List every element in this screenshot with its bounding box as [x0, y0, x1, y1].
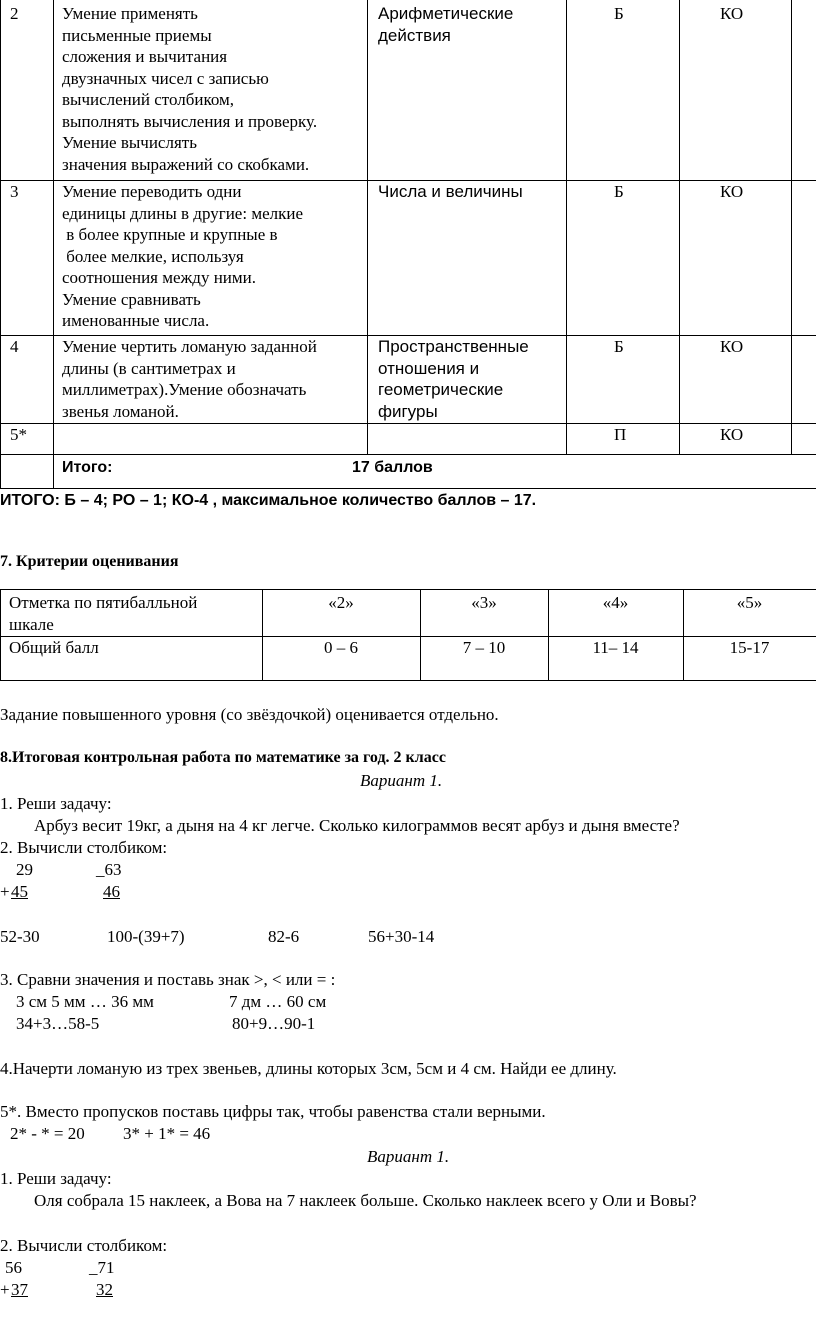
v1-task5-eq2: 3* + 1* = 46 — [123, 1124, 211, 1143]
v1-col-a-top: 29 — [16, 860, 33, 879]
row-4-number: 4 — [10, 337, 19, 356]
score-4: 11– 14 — [592, 638, 639, 657]
skill-line: Умение применять — [62, 4, 198, 23]
v1-col-a-bottom: 45 — [11, 882, 28, 901]
row-3-level: Б — [614, 182, 624, 201]
skill-line: Умение сравнивать — [62, 289, 201, 309]
v2-col-b-bottom: 32 — [96, 1280, 113, 1299]
v2-col-a-sign: + — [0, 1280, 10, 1299]
row-2-skill — [62, 3, 317, 175]
criteria-header-label — [9, 592, 197, 635]
section-line: Пространственные — [378, 337, 529, 356]
row-3-skill — [62, 181, 303, 332]
exam-heading: 8.Итоговая контрольная работа по математике за год. 2 класс — [0, 749, 446, 766]
row-2-number: 2 — [10, 4, 19, 23]
v2-col-a-top: 56 — [5, 1258, 22, 1277]
row-3-form: КО — [720, 182, 744, 201]
grade-3: «3» — [471, 593, 497, 612]
total-label: Итого: — [62, 459, 113, 476]
skill-line: звенья ломаной. — [62, 401, 179, 421]
v1-task5-eq1: 2* - * = 20 — [10, 1124, 85, 1143]
v1-col-b-bottom: 46 — [103, 882, 120, 901]
section-line: геометрические — [378, 380, 504, 399]
v1-task2-title: 2. Вычисли столбиком: — [0, 838, 168, 857]
v1-task5-title: 5*. Вместо пропусков поставь цифры так, чтобы равенства стали верными. — [0, 1102, 546, 1121]
v2-col-a-bottom: 37 — [11, 1280, 28, 1299]
grade-2: «2» — [328, 593, 354, 612]
score-label: Общий балл — [9, 638, 99, 657]
skill-line: сложения и вычитания — [62, 47, 228, 66]
row-4-section — [378, 336, 529, 422]
grade-5: «5» — [736, 593, 763, 612]
skill-line: длины (в сантиметрах и — [62, 358, 236, 378]
row-5-form: КО — [720, 425, 744, 444]
v1-task4: 4.Начерти ломаную из трех звеньев, длины которых 3см, 5см и 4 см. Найди ее длину. — [0, 1059, 617, 1078]
summary-line: ИТОГО: Б – 4; РО – 1; КО-4 , максимальное количество баллов – 17. — [0, 492, 537, 509]
score-5: 15-17 — [729, 638, 770, 657]
skill-line: более мелкие, используя — [62, 246, 244, 266]
criteria-label-line: шкале — [9, 614, 54, 634]
row-5-level: П — [614, 425, 627, 444]
row-4-level: Б — [614, 337, 624, 356]
row-4-skill — [62, 336, 317, 422]
row-5-number: 5* — [10, 425, 27, 444]
skill-line: двузначных чисел с записью — [62, 68, 269, 88]
v2-task1-title: 1. Реши задачу: — [0, 1169, 112, 1188]
skill-line: соотношения между ними. — [62, 268, 256, 287]
grade-4: «4» — [602, 593, 629, 612]
criteria-heading: 7. Критерии оценивания — [0, 553, 179, 570]
row-2-section — [378, 3, 513, 46]
score-3: 7 – 10 — [462, 638, 506, 657]
section-line: отношения и — [378, 358, 480, 378]
note-line: Задание повышенного уровня (со звёздочкой) оценивается отдельно. — [0, 705, 499, 724]
section-line: Арифметические — [378, 4, 514, 23]
v1-expression-1: 52-30 — [0, 927, 40, 946]
v1-col-a-sign: + — [0, 882, 10, 901]
skill-line: именованные числа. — [62, 311, 210, 330]
skill-line: значения выражений со скобками. — [62, 154, 310, 174]
v1-compare-2: 7 дм … 60 см — [229, 992, 327, 1011]
skill-line: в более крупные и крупные в — [62, 225, 278, 244]
v1-task1-title: 1. Реши задачу: — [0, 794, 112, 813]
v1-compare-1: 3 см 5 мм … 36 мм — [16, 992, 154, 1011]
row-4-form: КО — [720, 337, 744, 356]
criteria-label-line: Отметка по пятибалльной — [9, 593, 198, 612]
v2-task1-text: Оля собрала 15 наклеек, а Вова на 7 наклеек больше. Сколько наклеек всего у Оли и Вовы? — [34, 1191, 697, 1210]
variant2-title: Вариант 1. — [367, 1147, 450, 1166]
v1-task3-title: 3. Сравни значения и поставь знак >, < или = : — [0, 970, 336, 989]
section-line: Числа и величины — [378, 182, 523, 201]
skill-line: Умение переводить одни — [62, 182, 242, 201]
v1-col-b-top: _63 — [96, 860, 122, 879]
skill-line: вычислений столбиком, — [62, 90, 235, 109]
row-2-form: КО — [720, 4, 744, 23]
v2-col-b-top: _71 — [89, 1258, 115, 1277]
v1-expression-2: 100-(39+7) — [107, 927, 185, 946]
row-2-level: Б — [614, 4, 624, 23]
skill-line: Умение вычислять — [62, 133, 197, 152]
v1-compare-3: 34+3…58-5 — [16, 1014, 100, 1033]
v1-expression-3: 82-6 — [268, 927, 300, 946]
section-line: действия — [378, 25, 451, 45]
skill-line: Умение чертить ломаную заданной — [62, 337, 317, 356]
score-2: 0 – 6 — [324, 638, 358, 657]
skill-line: миллиметрах).Умение обозначать — [62, 380, 307, 399]
section-line: фигуры — [378, 401, 438, 421]
total-value: 17 баллов — [352, 459, 433, 476]
v1-task1-text: Арбуз весит 19кг, а дыня на 4 кг легче. Сколько килограммов весят арбуз и дыня вместе? — [34, 816, 680, 835]
skill-line: единицы длины в другие: мелкие — [62, 203, 304, 223]
skill-line: письменные приемы — [62, 25, 212, 45]
v1-compare-4: 80+9…90-1 — [232, 1014, 316, 1033]
v2-task2-title: 2. Вычисли столбиком: — [0, 1236, 168, 1255]
v1-expression-4: 56+30-14 — [368, 927, 435, 946]
skill-line: выполнять вычисления и проверку. — [62, 111, 318, 131]
row-3-number: 3 — [10, 182, 19, 201]
row-3-section — [378, 181, 523, 203]
variant1-title: Вариант 1. — [360, 771, 443, 790]
